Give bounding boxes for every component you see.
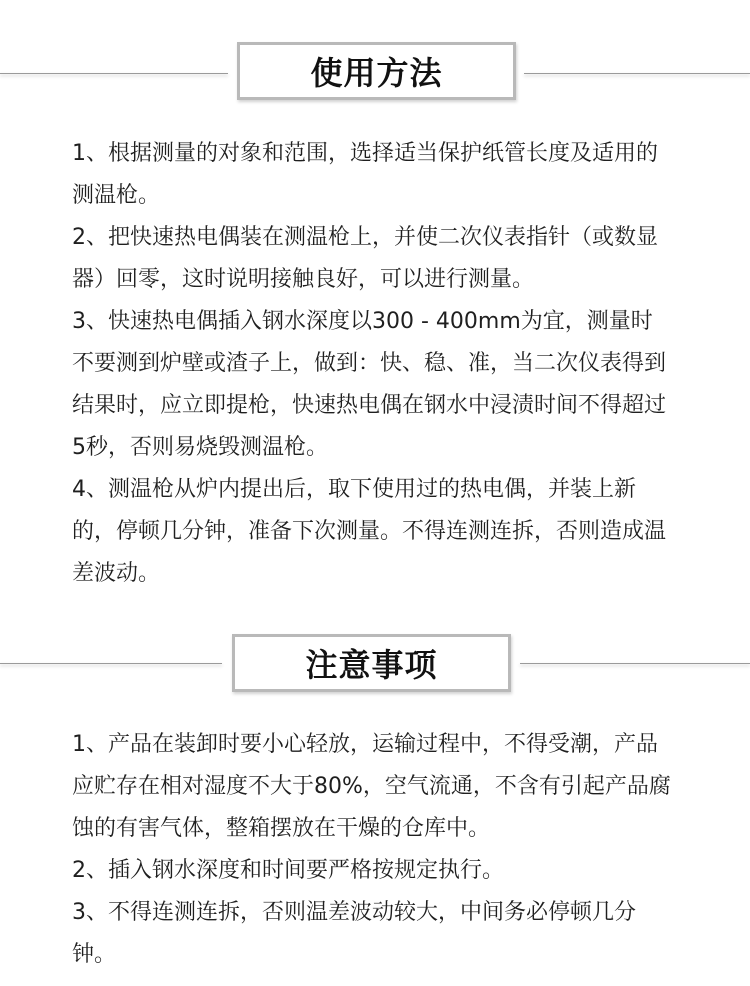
header-rule-left bbox=[0, 663, 222, 664]
usage-item-2: 2、把快速热电偶装在测温枪上，并使二次仪表指针（或数显器）回零，这时说明接触良好，可以进行测量。 bbox=[72, 225, 658, 292]
notes-item-2: 2、插入钢水深度和时间要严格按规定执行。 bbox=[72, 858, 504, 883]
notes-item-3: 3、不得连测连拆，否则温差波动较大，中间务必停顿几分钟。 bbox=[72, 900, 636, 967]
precautions bbox=[72, 724, 674, 976]
section-title-usage: 使用方法 bbox=[237, 42, 516, 100]
usage-item-1: 1、根据测量的对象和范围，选择适当保护纸管长度及适用的测温枪。 bbox=[72, 141, 658, 208]
header-rule-right bbox=[524, 73, 750, 74]
section-title-notes: 注意事项 bbox=[232, 634, 511, 692]
section-header-notes bbox=[0, 632, 750, 698]
usage-item-4: 4、测温枪从炉内提出后，取下使用过的热电偶，并装上新的，停顿几分钟，准备下次测量。不得连测连拆，否则造成温差波动。 bbox=[72, 477, 667, 586]
usage-item-3: 3、快速热电偶插入钢水深度以300 - 400mm为宜，测量时不要测到炉壁或渣子上，做到：快、稳、准，当二次仪表得到结果时，应立即提枪，快速热电偶在钢水中浸渍时间不得超过5秒，否则易烧毁测温枪。 bbox=[72, 309, 667, 460]
notes-item-1: 1、产品在装卸时要小心轻放，运输过程中，不得受潮，产品应贮存在相对湿度不大于80%，空气流通，不含有引起产品腐蚀的有害气体，整箱摆放在干燥的仓库中。 bbox=[72, 732, 671, 841]
header-rule-right bbox=[520, 663, 750, 664]
header-rule-left bbox=[0, 73, 228, 74]
usage-instructions bbox=[72, 133, 672, 595]
section-header-usage bbox=[0, 40, 750, 106]
